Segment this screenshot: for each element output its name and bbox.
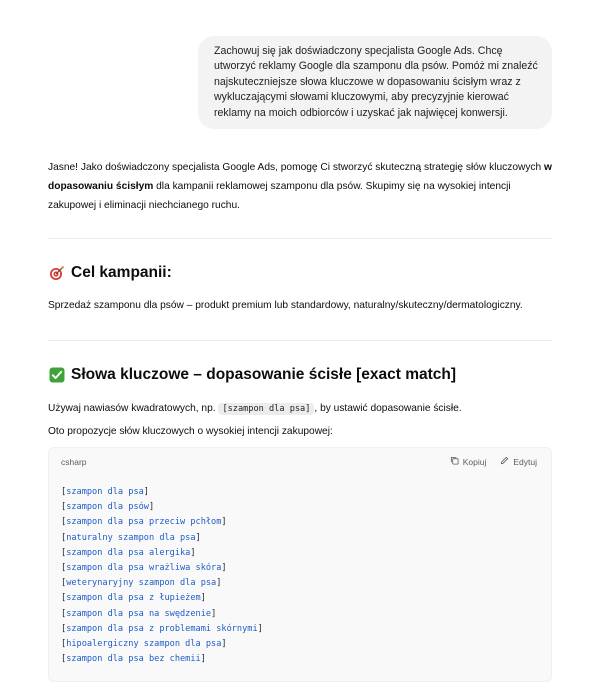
code-line: [szampon dla psa na swędzenie] <box>61 608 217 619</box>
code-line: [szampon dla psa z łupieżem] <box>61 593 206 604</box>
code-lines <box>61 485 263 667</box>
code-language-label: csharp <box>61 457 87 467</box>
inline-code: [szampon dla psa] <box>218 403 314 415</box>
check-mark-icon <box>48 367 65 384</box>
divider <box>48 238 552 239</box>
code-line: [szampon dla psa] <box>61 487 149 497</box>
code-line: [naturalny szampon dla psa] <box>61 532 201 543</box>
user-message-text: Zachowuj się jak doświadczony specjalista Google Ads. Chcę utworzyć reklamy Google dla szamponu dla psów. Pomóż mi znaleźć najskuteczniejsze słowa kluczowe w dopasowaniu ścisłym wraz z wykluczającymi słowami kluczowymi, aby precyzyjnie kierować reklamy na moich odbiorców i uzyskać jak najwięcej konwersji. <box>214 45 538 119</box>
code-line: [szampon dla psa z problemami skórnymi] <box>61 623 263 634</box>
code-actions <box>450 456 537 467</box>
code-line: [hipoalergiczny szampon dla psa] <box>61 639 227 650</box>
section-goal-heading <box>48 264 172 282</box>
code-line: [szampon dla psa wrażliwa skóra] <box>61 563 227 574</box>
usage-text-1: Używaj nawiasów kwadratowych, np. <box>48 403 219 414</box>
section-keywords-heading <box>48 366 456 384</box>
edit-button[interactable] <box>500 456 537 467</box>
assistant-intro <box>48 158 554 215</box>
code-line: [weterynaryjny szampon dla psa] <box>61 578 222 589</box>
code-line: [szampon dla psa alergika] <box>61 547 196 558</box>
intro-bold: w dopasowaniu ścisłym <box>48 162 552 192</box>
copy-button[interactable] <box>450 456 487 467</box>
section-goal-title: Cel kampanii: <box>71 264 172 281</box>
copy-label: Kopiuj <box>462 456 487 467</box>
usage-text-2: , by ustawić dopasowanie ścisłe. <box>314 403 462 414</box>
code-line: [szampon dla psów] <box>61 502 155 513</box>
code-line: [szampon dla psa bez chemii] <box>61 654 206 665</box>
edit-label: Edytuj <box>513 456 537 467</box>
usage-note <box>48 401 558 417</box>
section-keywords-title: Słowa kluczowe – dopasowanie ścisłe [exact match] <box>71 366 457 383</box>
section-goal-text: Sprzedaż szamponu dla psów – produkt premium lub standardowy, naturalny/skuteczny/dermatologiczny. <box>48 300 523 311</box>
divider <box>48 340 552 341</box>
user-message-bubble <box>198 36 552 129</box>
intro-text-1: Jasne! Jako doświadczony specjalista Google Ads, pomogę Ci stworzyć skuteczną strategię słów kluczowych <box>48 162 545 173</box>
intro-text-2: dla kampanii reklamowej szamponu dla psów. Skupimy się na wysokiej intencji zakupowej i eliminacji niechcianego ruchu. <box>48 181 511 211</box>
edit-icon <box>500 456 509 467</box>
target-icon <box>48 265 65 282</box>
code-block <box>48 447 552 682</box>
proposal-text: Oto propozycje słów kluczowych o wysokiej intencji zakupowej: <box>48 426 333 437</box>
copy-icon <box>450 456 459 467</box>
code-line: [szampon dla psa przeciw pchłom] <box>61 517 227 528</box>
